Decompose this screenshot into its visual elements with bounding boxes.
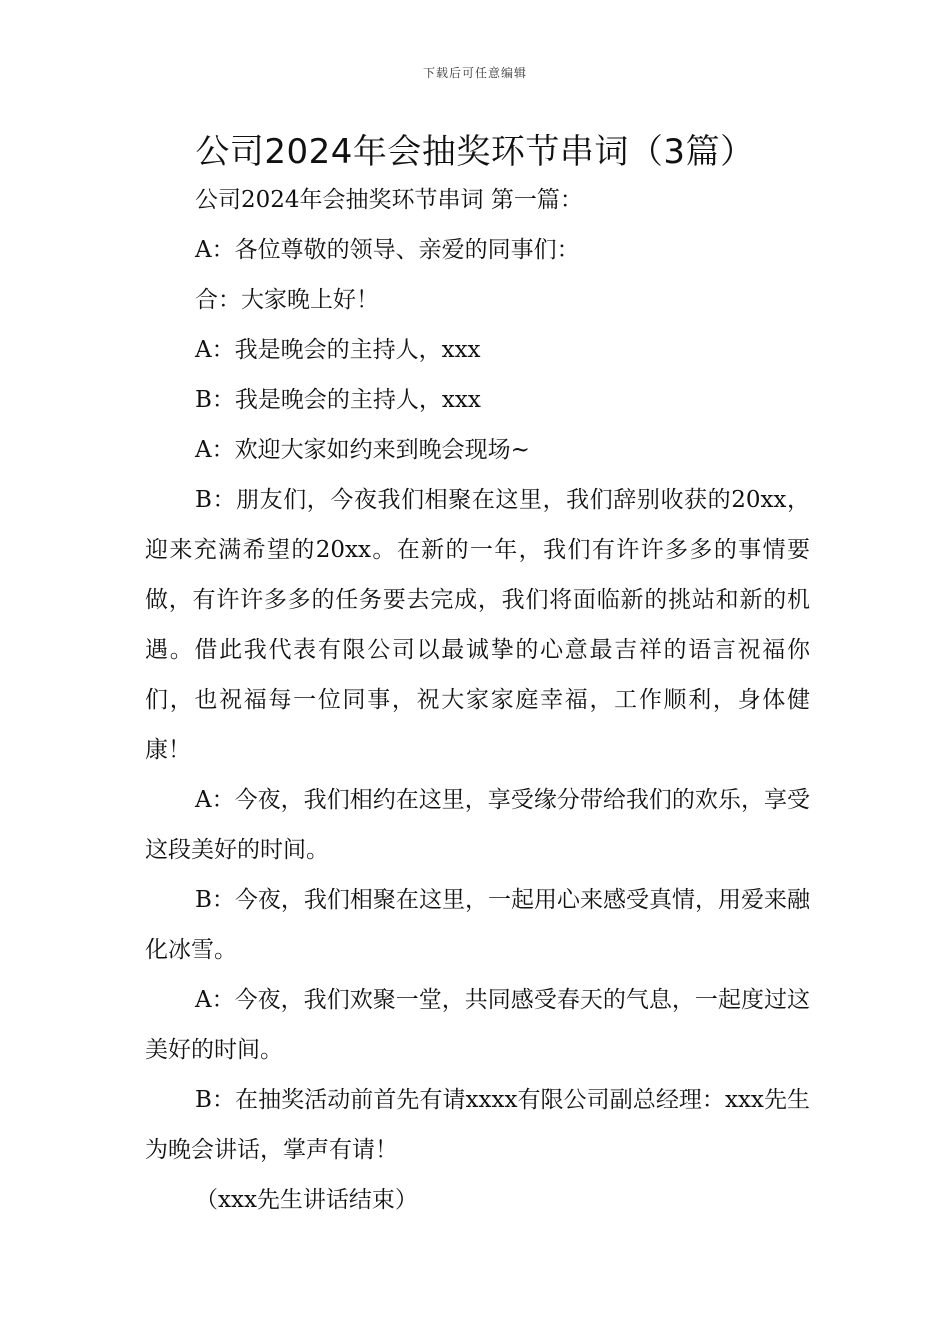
document-title: 公司2024年会抽奖环节串词（3篇） xyxy=(195,132,755,172)
dialogue-paragraph: A：今夜，我们相约在这里，享受缘分带给我们的欢乐，享受这段美好的时间。 xyxy=(145,787,810,863)
dialogue-line: A：我是晚会的主持人，xxx xyxy=(195,337,481,363)
document-body xyxy=(145,175,810,1225)
dialogue-paragraph: A：今夜，我们欢聚一堂，共同感受春天的气息，一起度过这美好的时间。 xyxy=(145,987,810,1063)
stage-direction: （xxx先生讲话结束） xyxy=(195,1187,418,1213)
dialogue-line: A：欢迎大家如约来到晚会现场~ xyxy=(195,437,530,463)
header-note: 下载后可任意编辑 xyxy=(422,66,527,80)
dialogue-line: A：各位尊敬的领导、亲爱的同事们： xyxy=(195,237,580,263)
dialogue-line: 合：大家晚上好！ xyxy=(195,287,379,313)
dialogue-paragraph: B：在抽奖活动前首先有请xxxx有限公司副总经理：xxx先生为晚会讲话，掌声有请！ xyxy=(145,1087,810,1163)
dialogue-line: B：我是晚会的主持人，xxx xyxy=(195,387,481,413)
section-heading: 公司2024年会抽奖环节串词 第一篇： xyxy=(195,187,583,213)
dialogue-paragraph: B：朋友们，今夜我们相聚在这里，我们辞别收获的20xx，迎来充满希望的20xx。在新的一年，我们有许许多多的事情要做，有许许多多的任务要去完成，我们将面临新的挑站和新的机遇。借此我代表有限公司以最诚挚的心意最吉祥的语言祝福你们，也祝福每一位同事，祝大家家庭幸福，工作顺利，身体健康！ xyxy=(145,487,810,763)
dialogue-paragraph: B：今夜，我们相聚在这里，一起用心来感受真情，用爱来融化冰雪。 xyxy=(145,887,810,963)
